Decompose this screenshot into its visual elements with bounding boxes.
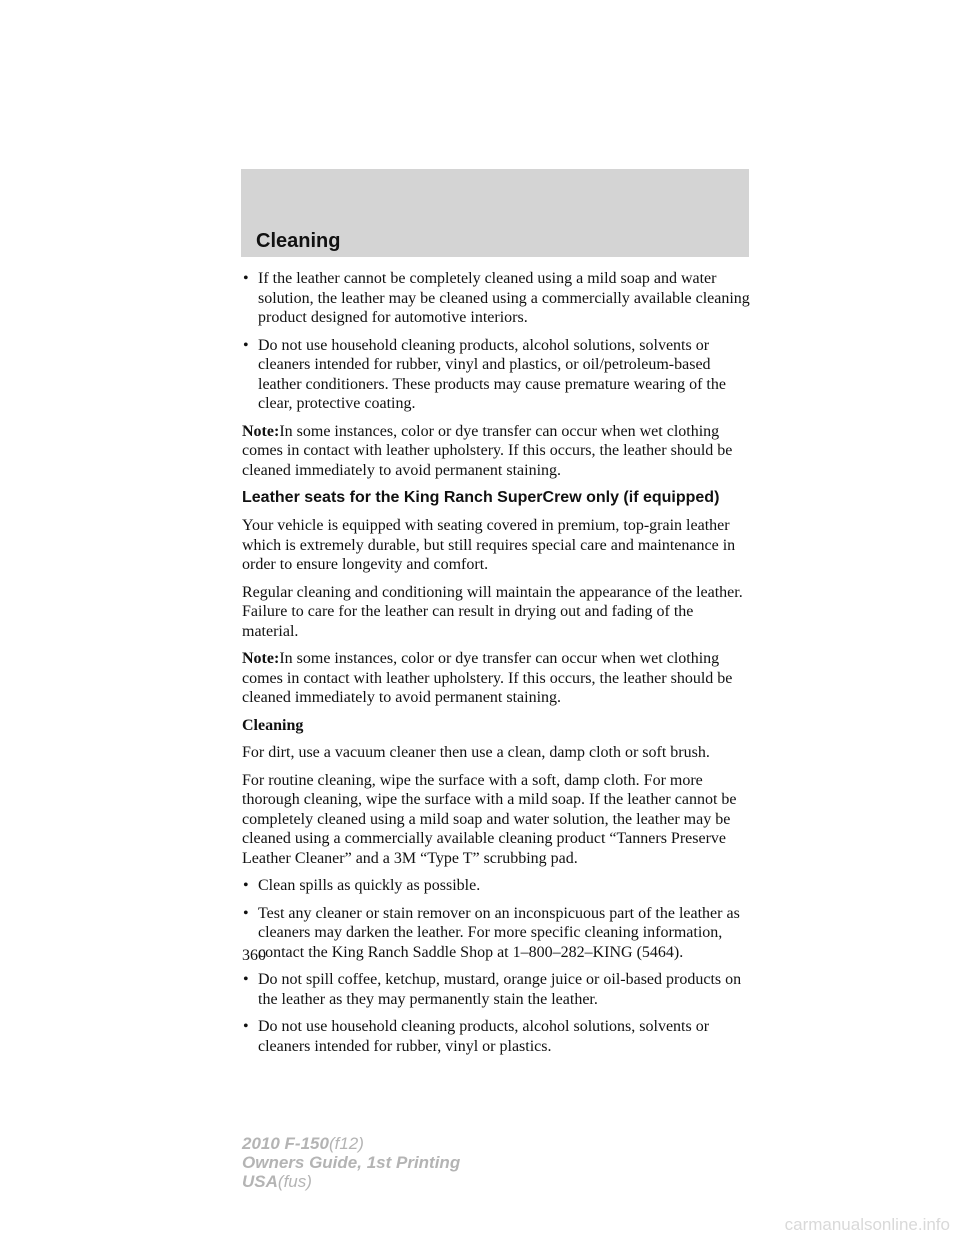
footer-line-market	[242, 1172, 460, 1191]
watermark-text: carmanualsonline.info	[784, 1215, 950, 1234]
footer-line-model	[242, 1134, 460, 1153]
body-paragraph: Your vehicle is equipped with seating covered in premium, top-grain leather which is extremely durable, but still requires special care and maintenance in order to ensure longevity and comfort.	[242, 517, 736, 573]
bullet-text: Do not spill coffee, ketchup, mustard, orange juice or oil-based products on the leather as they may permanently stain the leather.	[258, 971, 742, 1008]
footer-market-code: (fus)	[277, 1172, 312, 1191]
note-label: Note:	[242, 650, 280, 667]
note-label: Note:	[242, 422, 280, 440]
note-paragraph	[242, 649, 752, 708]
footer-model-code: (f12)	[328, 1134, 364, 1153]
body-paragraph: For dirt, use a vacuum cleaner then use a clean, damp cloth or soft brush.	[242, 744, 710, 761]
bullet-symbol: •	[243, 1018, 249, 1035]
bullet-symbol: •	[243, 877, 249, 894]
bullet-text: If the leather cannot be completely cleaned using a mild soap and water solution, the leather may be cleaned using a commercially available cleaning product designed for automotive interiors.	[258, 270, 750, 326]
body-paragraph: For routine cleaning, wipe the surface with a soft, damp cloth. For more thorough cleaning, wipe the surface with a mild soap. If the leather cannot be completely cleaned using a mild soap and water solution, the leather may be cleaned using a commercially available cleaning product “Tanners Preserve Leather Cleaner” and a 3M “Type T” scrubbing pad.	[242, 771, 737, 867]
print-footer	[242, 1134, 460, 1191]
footer-model: 2010 F-150	[242, 1134, 329, 1153]
section-title: Cleaning	[256, 230, 341, 252]
bullet-item	[242, 1017, 752, 1056]
page-content	[242, 269, 752, 1064]
body-paragraph: Regular cleaning and conditioning will maintain the appearance of the leather. Failure to care for the leather can result in drying out and fading of the material.	[242, 583, 743, 640]
bullet-item	[242, 336, 752, 414]
bullet-symbol: •	[243, 904, 249, 922]
bullet-item	[242, 876, 752, 896]
bullet-text: Do not use household cleaning products, alcohol solutions, solvents or cleaners intended for rubber, vinyl or plastics.	[258, 1018, 710, 1055]
bullet-text: Clean spills as quickly as possible.	[258, 877, 481, 894]
bullet-item	[242, 269, 752, 328]
note-paragraph	[242, 422, 752, 481]
bullet-symbol: •	[243, 270, 249, 287]
page-number: 360	[242, 947, 266, 964]
bullet-text: Test any cleaner or stain remover on an inconspicuous part of the leather as cleaners may darken the leather. For more specific cleaning information, contact the King Ranch Saddle Shop at 1–800–282–KING (5464).	[258, 904, 740, 961]
bullet-symbol: •	[243, 336, 249, 354]
footer-market: USA	[242, 1172, 278, 1191]
cleaning-heading: Cleaning	[242, 716, 304, 734]
note-text: In some instances, color or dye transfer can occur when wet clothing comes in contact with leather upholstery. If this occurs, the leather should be cleaned immediately to avoid permanent staining.	[242, 650, 733, 706]
bullet-item	[242, 904, 752, 963]
bullet-symbol: •	[243, 971, 249, 988]
subsection-heading: Leather seats for the King Ranch SuperCrew only (if equipped)	[242, 489, 720, 506]
note-text: In some instances, color or dye transfer can occur when wet clothing comes in contact with leather upholstery. If this occurs, the leather should be cleaned immediately to avoid permanent staining.	[242, 422, 733, 479]
footer-edition: Owners Guide, 1st Printing	[242, 1153, 461, 1172]
bullet-item	[242, 970, 752, 1009]
bullet-text: Do not use household cleaning products, alcohol solutions, solvents or cleaners intended for rubber, vinyl and plastics, or oil/petroleum-based leather conditioners. These products may cause premature wearing of the clear, protective coating.	[258, 336, 726, 412]
